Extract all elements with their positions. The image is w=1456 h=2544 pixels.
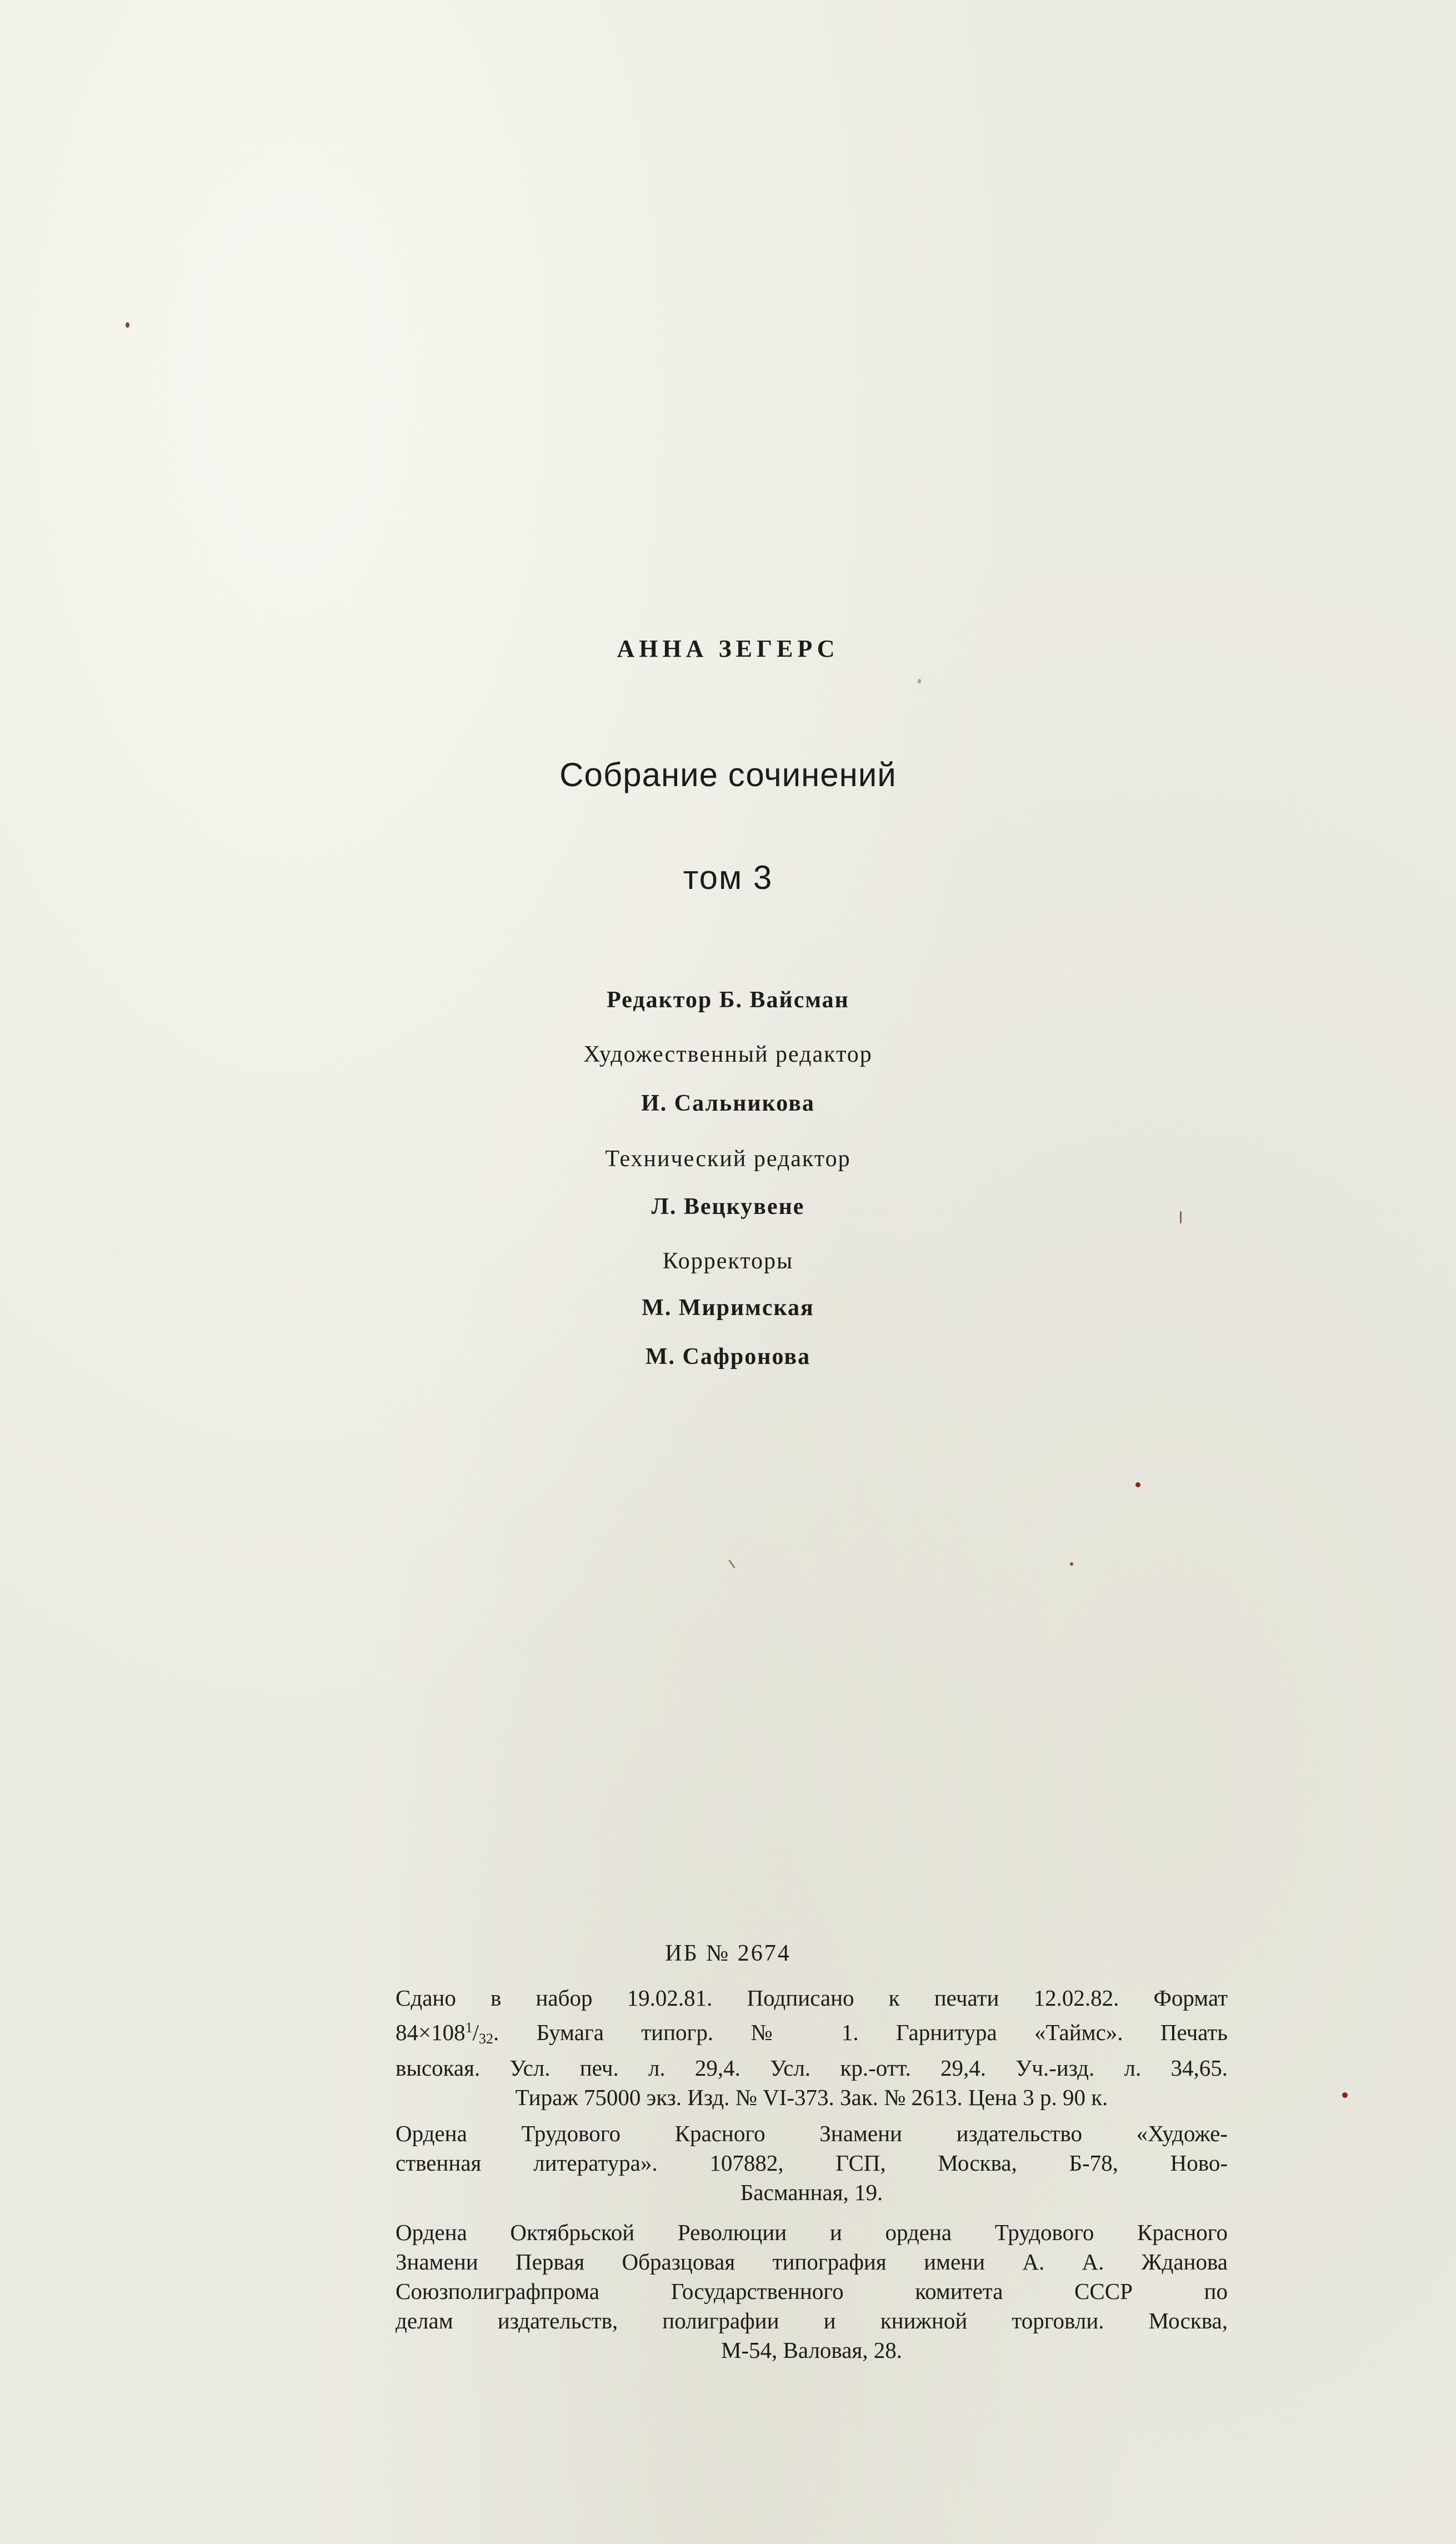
print-details-line: $84\times 108^1/_{32}$. Бумага типогр. № 1. Гарнитура «Таймс». Печать — [396, 2020, 1228, 2047]
publisher-line: Басманная, 19. — [740, 2180, 883, 2205]
print-details-text: . Бумага типогр. № 1. Гарнитура «Таймс». Печать — [493, 2020, 1228, 2045]
paper-speck — [1180, 1211, 1182, 1223]
printer-paragraph — [396, 2218, 1228, 2365]
print-details-line: высокая. Усл. печ. л. 29,4. Усл. кр.-отт. 29,4. Уч.-изд. л. 34,65. — [396, 2055, 1228, 2081]
editor-credit: Редактор Б. Вайсман — [607, 987, 849, 1013]
print-details-paragraph — [396, 1983, 1228, 2112]
art-editor-role: Художественный редактор — [583, 1042, 873, 1067]
ib-number: ИБ № 2674 — [665, 1941, 791, 1966]
paper-speck — [126, 322, 129, 328]
collection-title: Собрание сочинений — [559, 756, 897, 793]
print-details-line: Сдано в набор 19.02.81. Подписано к печати 12.02.82. Формат — [396, 1985, 1228, 2011]
art-editor-name: И. Сальникова — [641, 1091, 815, 1116]
author-name: АННА ЗЕГЕРС — [617, 635, 839, 662]
tech-editor-role: Технический редактор — [605, 1146, 851, 1172]
format-value: 84×108 — [396, 2020, 466, 2045]
paper-speck — [1135, 1482, 1140, 1487]
tech-editor-name: Л. Вецкувене — [651, 1194, 805, 1219]
publisher-line: ственная литература». 107882, ГСП, Москва, Б-78, Ново- — [396, 2150, 1228, 2176]
paper-speck — [728, 1560, 735, 1568]
volume-number: том 3 — [683, 859, 773, 896]
printer-line: делам издательств, полиграфии и книжной торговли. Москва, — [396, 2308, 1228, 2333]
paper-speck — [1070, 1562, 1073, 1566]
paper-speck — [918, 679, 921, 683]
proofreader-name-1: М. Миримская — [642, 1295, 814, 1321]
printer-line: Союзполиграфпрома Государственного комитета СССР по — [396, 2278, 1228, 2304]
print-details-line: Тираж 75000 экз. Изд. № VI-373. Зак. № 2613. Цена 3 р. 90 к. — [515, 2085, 1108, 2110]
paper-speck — [1342, 2092, 1348, 2098]
printer-line: Знамени Первая Образцовая типография имени А. А. Жданова — [396, 2249, 1228, 2275]
format-fraction-denominator: 32 — [479, 2031, 494, 2047]
printer-line: М-54, Валовая, 28. — [721, 2337, 903, 2363]
proofreader-name-2: М. Сафронова — [645, 1344, 811, 1370]
printer-line: Ордена Октябрьской Революции и ордена Трудового Красного — [396, 2220, 1228, 2245]
format-fraction-numerator: 1 — [465, 2020, 473, 2036]
publisher-paragraph — [396, 2119, 1228, 2207]
publisher-line: Ордена Трудового Красного Знамени издательство «Художе- — [396, 2121, 1228, 2146]
proofreaders-role: Корректоры — [662, 1248, 794, 1274]
